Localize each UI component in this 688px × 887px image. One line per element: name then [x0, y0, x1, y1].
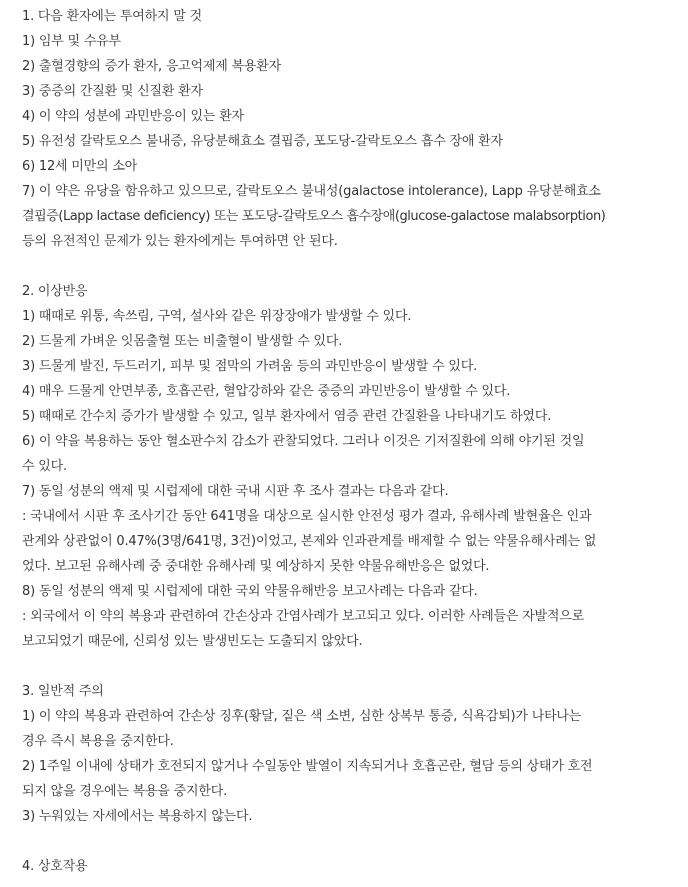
- section-spacer: [22, 654, 684, 679]
- text-line: 2) 출혈경향의 증가 환자, 응고억제제 복용환자: [22, 59, 281, 74]
- section-heading: 4. 상호작용: [22, 859, 88, 874]
- text-line: 8) 동일 성분의 액제 및 시럽제에 대한 국외 약물유해반응 보고사례는 다음과 같다.: [22, 584, 478, 599]
- text-line: 2) 드물게 가벼운 잇몸출혈 또는 비출혈이 발생할 수 있다.: [22, 334, 343, 349]
- text-line: 5) 유전성 갈락토오스 불내증, 유당분해효소 결핍증, 포도당-갈락토오스 흡수 장애 환자: [22, 134, 503, 149]
- text-line: : 외국에서 이 약의 복용과 관련하여 간손상과 간염사례가 보고되고 있다. 이러한 사례들은 자발적으로: [22, 609, 584, 624]
- text-line: 1) 이 약의 복용과 관련하여 간손상 징후(황달, 짙은 색 소변, 심한 상복부 통증, 식욕감퇴)가 나타나는: [22, 709, 582, 724]
- section-interactions: [22, 854, 684, 879]
- section-heading: 3. 일반적 주의: [22, 684, 104, 699]
- text-line: 7) 동일 성분의 액제 및 시럽제에 대한 국내 시판 후 조사 결과는 다음과 같다.: [22, 484, 449, 499]
- text-line: 1) 때때로 위통, 속쓰림, 구역, 설사와 같은 위장장애가 발생할 수 있다.: [22, 309, 412, 324]
- text-line: 2) 1주일 이내에 상태가 호전되지 않거나 수일동안 발열이 지속되거나 호흡곤란, 혈담 등의 상태가 호전: [22, 759, 593, 774]
- text-line: 보고되었기 때문에, 신뢰성 있는 발생빈도는 도출되지 않았다.: [22, 634, 363, 649]
- section-spacer: [22, 829, 684, 854]
- section-contraindications: [22, 4, 684, 254]
- text-line: 5) 때때로 간수치 증가가 발생할 수 있고, 일부 환자에서 염증 관련 간질환을 나타내기도 하였다.: [22, 409, 552, 424]
- text-line: 었다. 보고된 유해사례 중 중대한 유해사례 및 예상하지 못한 약물유해반응은 없었다.: [22, 559, 490, 574]
- text-line: 3) 드물게 발진, 두드러기, 피부 및 점막의 가려움 등의 과민반응이 발생할 수 있다.: [22, 359, 478, 374]
- section-spacer: [22, 254, 684, 279]
- text-line: 6) 이 약을 복용하는 동안 혈소판수치 감소가 관찰되었다. 그러나 이것은 기저질환에 의해 야기된 것일: [22, 434, 585, 449]
- text-line: 등의 유전적인 문제가 있는 환자에게는 투여하면 안 된다.: [22, 234, 338, 249]
- text-line: 수 있다.: [22, 459, 67, 474]
- text-line: 3) 누워있는 자세에서는 복용하지 않는다.: [22, 809, 253, 824]
- text-line: : 국내에서 시판 후 조사기간 동안 641명을 대상으로 실시한 안전성 평가 결과, 유해사례 발현율은 인과: [22, 509, 592, 524]
- text-line: 4) 매우 드물게 안면부종, 호흡곤란, 혈압강하와 같은 중증의 과민반응이 발생할 수 있다.: [22, 384, 511, 399]
- text-line: 4) 이 약의 성분에 과민반응이 있는 환자: [22, 109, 244, 124]
- text-line: 1) 임부 및 수유부: [22, 34, 121, 49]
- text-line: 관계와 상관없이 0.47%(3명/641명, 3건)이었고, 본제와 인과관계를 배제할 수 없는 약물유해사례는 없: [22, 534, 597, 549]
- section-adverse-reactions: [22, 279, 684, 654]
- text-line: 되지 않을 경우에는 복용을 중지한다.: [22, 784, 228, 799]
- text-line: 3) 중증의 간질환 및 신질환 환자: [22, 84, 203, 99]
- text-line: 결핍증(Lapp lactase deficiency) 또는 포도당-갈락토오스 흡수장애(glucose-galactose malabsorption): [22, 209, 606, 224]
- text-line: 6) 12세 미만의 소아: [22, 159, 138, 174]
- section-heading: 1. 다음 환자에는 투여하지 말 것: [22, 9, 202, 24]
- section-heading: 2. 이상반응: [22, 284, 88, 299]
- section-general-precautions: [22, 679, 684, 829]
- document-body: [22, 4, 684, 879]
- text-line: 경우 즉시 복용을 중지한다.: [22, 734, 174, 749]
- text-line: 7) 이 약은 유당을 함유하고 있으므로, 갈락토오스 불내성(galactose intolerance), Lapp 유당분해효소: [22, 184, 601, 199]
